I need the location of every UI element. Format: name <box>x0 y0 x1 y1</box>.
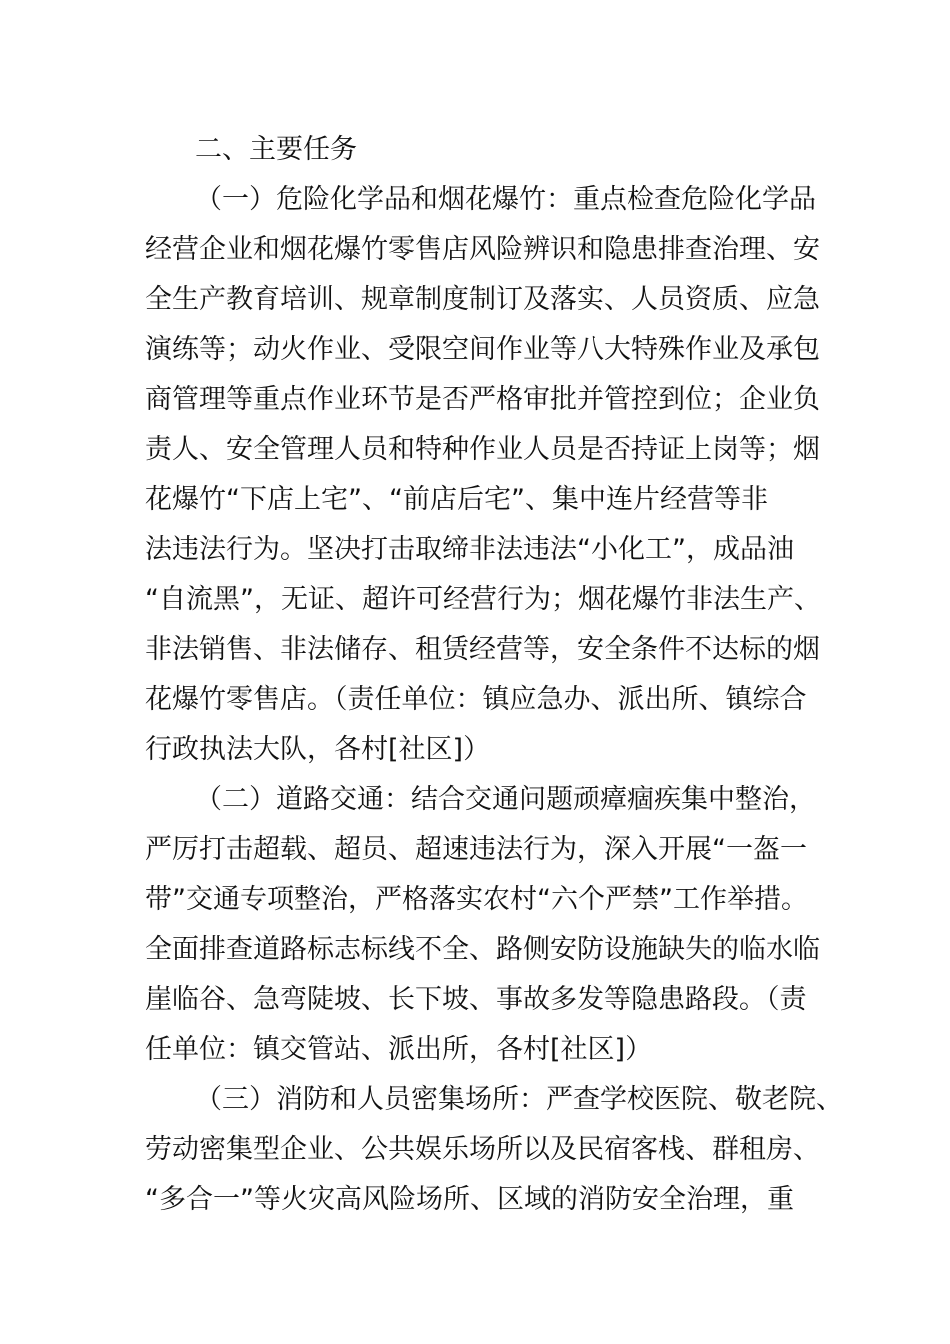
paragraph-line: “自流黑”，无证、超许可经营行为；烟花爆竹非法生产、 <box>145 584 821 615</box>
paragraph-line: （二）道路交通：结合交通问题顽瘴痼疾集中整治， <box>195 784 816 815</box>
paragraph-line: 经营企业和烟花爆竹零售店风险辨识和隐患排查治理、安 <box>145 234 820 265</box>
paragraph-line: 全面排查道路标志标线不全、路侧安防设施缺失的临水临 <box>145 934 820 965</box>
paragraph-line: 带”交通专项整治，严格落实农村“六个严禁”工作举措。 <box>145 884 808 915</box>
paragraph-line: （一）危险化学品和烟花爆竹：重点检查危险化学品 <box>195 184 816 215</box>
paragraph-line: 非法销售、非法储存、租赁经营等，安全条件不达标的烟 <box>145 634 820 665</box>
paragraph-line: 花爆竹“下店上宅”、“前店后宅”、集中连片经营等非 <box>145 484 768 515</box>
paragraph-line: 花爆竹零售店。（责任单位：镇应急办、派出所、镇综合 <box>145 684 807 715</box>
paragraph-line: 严厉打击超载、超员、超速违法行为，深入开展“一盔一 <box>145 834 807 865</box>
paragraph-line: 崖临谷、急弯陡坡、长下坡、事故多发等隐患路段。（责 <box>145 984 807 1015</box>
paragraph-line: 演练等；动火作业、受限空间作业等八大特殊作业及承包 <box>145 334 820 365</box>
paragraph-line: （三）消防和人员密集场所：严查学校医院、敬老院、 <box>195 1084 843 1115</box>
paragraph-line: 商管理等重点作业环节是否严格审批并管控到位；企业负 <box>145 384 820 415</box>
paragraph-line: 责人、安全管理人员和特种作业人员是否持证上岗等；烟 <box>145 434 820 465</box>
section-heading: 二、主要任务 <box>195 134 357 165</box>
paragraph-line: 劳动密集型企业、公共娱乐场所以及民宿客栈、群租房、 <box>145 1134 820 1165</box>
paragraph-line: 任单位：镇交管站、派出所，各村[社区]） <box>145 1034 653 1065</box>
paragraph-line: “多合一”等火灾高风险场所、区域的消防安全治理，重 <box>145 1184 794 1215</box>
paragraph-line: 法违法行为。坚决打击取缔非法违法“小化工”，成品油 <box>145 534 794 565</box>
paragraph-line: 行政执法大队，各村[社区]） <box>145 734 491 765</box>
paragraph-line: 全生产教育培训、规章制度制订及落实、人员资质、应急 <box>145 284 820 315</box>
